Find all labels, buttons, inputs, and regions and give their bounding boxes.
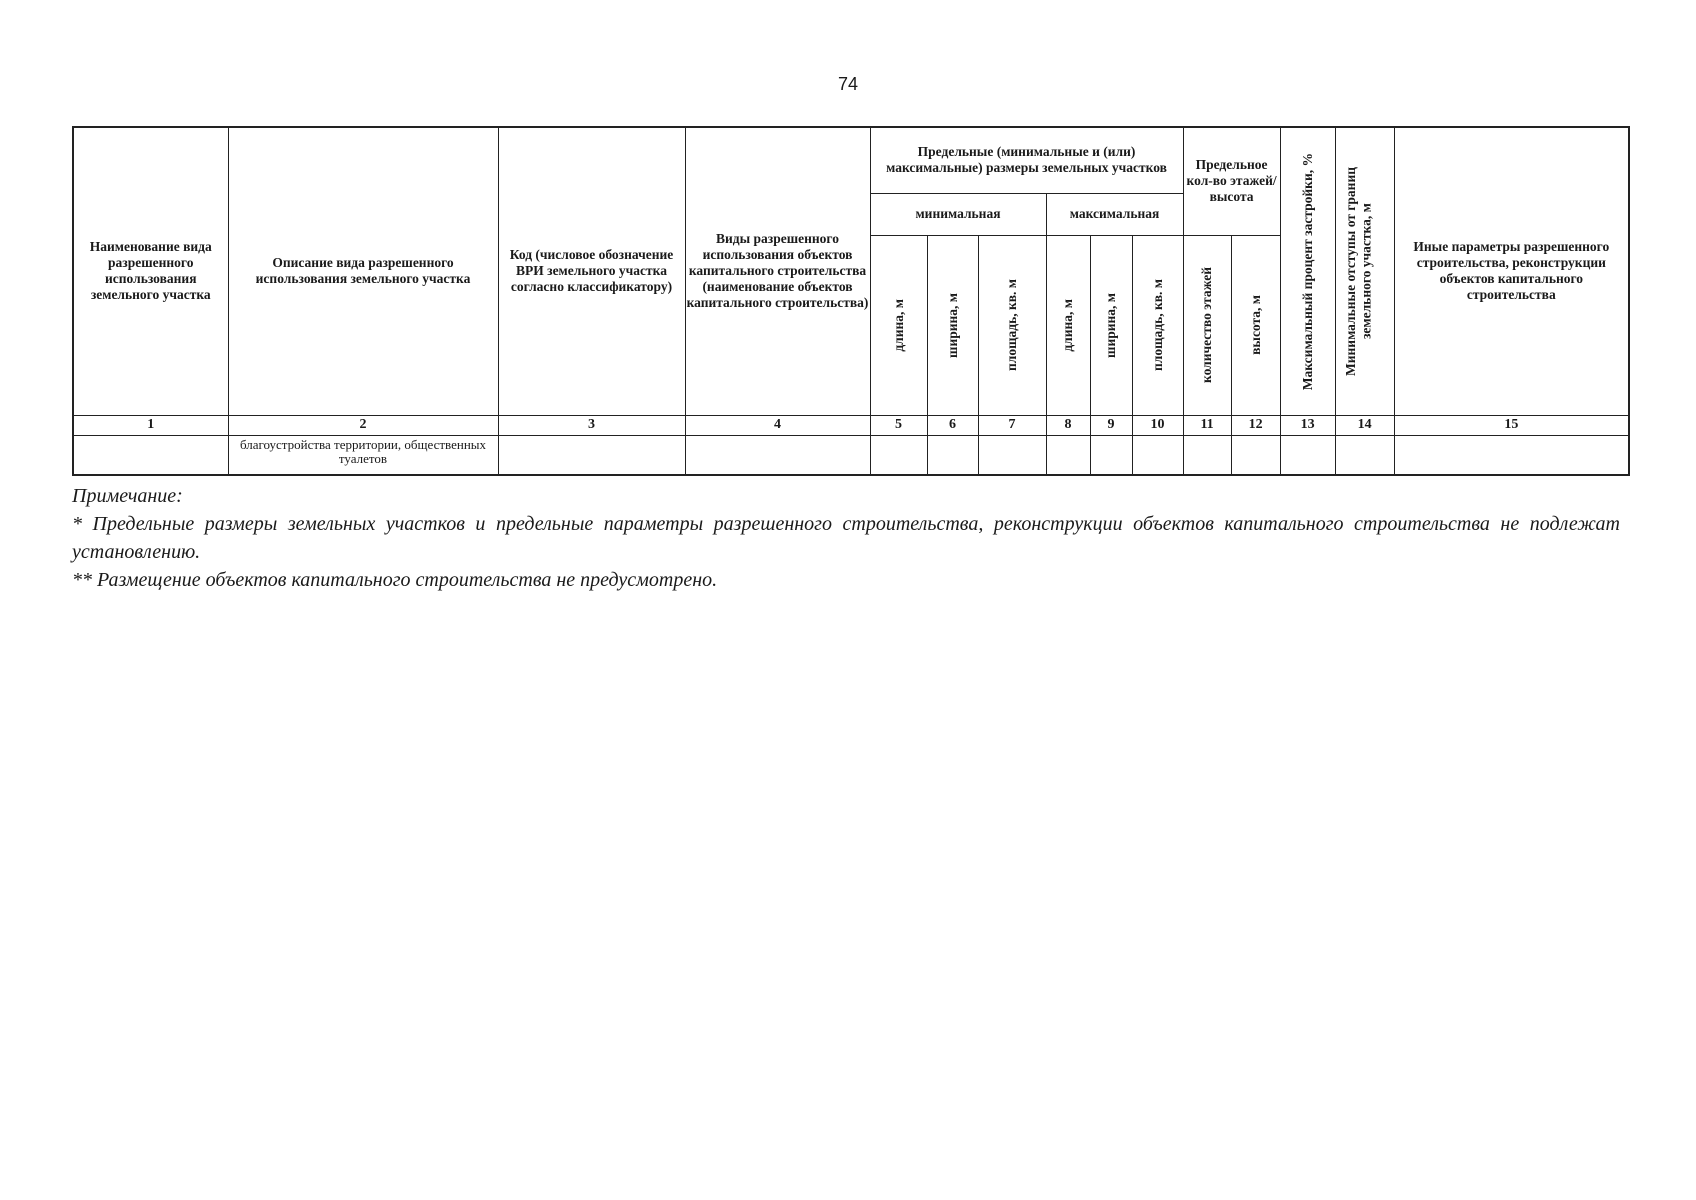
- header-max-length: длина, м: [1046, 235, 1090, 415]
- cell-height: [1231, 435, 1280, 475]
- header-minimum: минимальная: [870, 193, 1046, 235]
- header-max-area: площадь, кв. м: [1132, 235, 1183, 415]
- column-number: 12: [1231, 415, 1280, 435]
- column-number: 5: [870, 415, 927, 435]
- column-number: 3: [498, 415, 685, 435]
- cell-min-setbacks: [1335, 435, 1394, 475]
- cell-min-length: [870, 435, 927, 475]
- column-number: 6: [927, 415, 978, 435]
- column-number: 1: [73, 415, 228, 435]
- header-max-width: ширина, м: [1090, 235, 1132, 415]
- header-use-name: Наименование вида разрешенного использования земельного участка: [73, 127, 228, 415]
- cell-max-area: [1132, 435, 1183, 475]
- cell-building-use-types: [685, 435, 870, 475]
- header-plot-size-limits: Предельные (минимальные и (или) максимальные) размеры земельных участков: [870, 127, 1183, 193]
- header-min-width: ширина, м: [927, 235, 978, 415]
- header-max-coverage: Максимальный процент застройки, %: [1280, 127, 1335, 415]
- land-use-table: [72, 126, 1630, 476]
- header-floors-height-limit: Предельное кол-во этажей/ высота: [1183, 127, 1280, 235]
- cell-max-width: [1090, 435, 1132, 475]
- column-number: 14: [1335, 415, 1394, 435]
- column-number: 10: [1132, 415, 1183, 435]
- header-min-setbacks: Минимальные отступы от границ земельного участка, м: [1335, 127, 1394, 415]
- column-number: 4: [685, 415, 870, 435]
- note-one: * Предельные размеры земельных участков и предельные параметры разрешенного строительства, реконструкции объектов капитального строительства не подлежат установлению.: [72, 513, 1620, 563]
- column-number: 9: [1090, 415, 1132, 435]
- column-number: 13: [1280, 415, 1335, 435]
- header-maximum: максимальная: [1046, 193, 1183, 235]
- cell-other-parameters: [1394, 435, 1629, 475]
- column-number: 11: [1183, 415, 1231, 435]
- cell-use-code: [498, 435, 685, 475]
- header-use-description: Описание вида разрешенного использования земельного участка: [228, 127, 498, 415]
- table-row: [73, 435, 1629, 475]
- cell-max-length: [1046, 435, 1090, 475]
- cell-floor-count: [1183, 435, 1231, 475]
- header-min-length: длина, м: [870, 235, 927, 415]
- cell-min-width: [927, 435, 978, 475]
- note-two: ** Размещение объектов капитального строительства не предусмотрено.: [72, 569, 718, 591]
- page-number: 74: [837, 74, 859, 94]
- column-number: 15: [1394, 415, 1629, 435]
- column-number: 8: [1046, 415, 1090, 435]
- cell-min-area: [978, 435, 1046, 475]
- notes-section: [72, 482, 1620, 594]
- column-number: 2: [228, 415, 498, 435]
- header-building-use-types: Виды разрешенного использования объектов капитального строительства (наименование объектов капитального строительства): [685, 127, 870, 415]
- header-use-code: Код (числовое обозначение ВРИ земельного участка согласно классификатору): [498, 127, 685, 415]
- header-other-parameters: Иные параметры разрешенного строительства, реконструкции объектов капитального строительства: [1394, 127, 1629, 415]
- cell-use-name: [73, 435, 228, 475]
- header-floor-count: количество этажей: [1183, 235, 1231, 415]
- header-height: высота, м: [1231, 235, 1280, 415]
- header-min-area: площадь, кв. м: [978, 235, 1046, 415]
- cell-use-description: благоустройства территории, общественных туалетов: [228, 435, 498, 475]
- cell-max-coverage: [1280, 435, 1335, 475]
- notes-title: Примечание:: [72, 485, 183, 507]
- column-number: 7: [978, 415, 1046, 435]
